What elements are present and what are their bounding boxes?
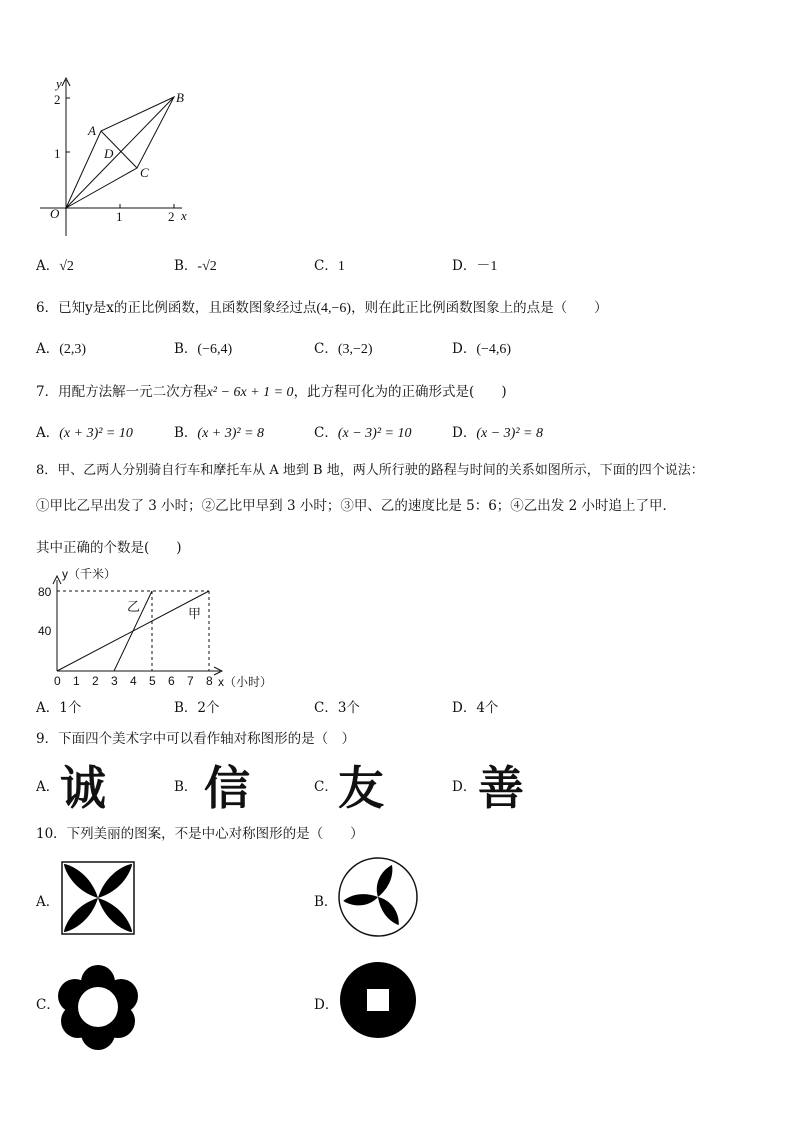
q7-stem-text-b: ，此方程可化为的正确形式是( ): [293, 384, 507, 400]
q9-option-b-char[interactable]: 信: [204, 761, 250, 815]
q7-stem-text-a: 7．用配方法解一元二次方程: [36, 384, 207, 400]
point-A-label: A: [88, 123, 96, 138]
q8-option-d-value: 4个: [476, 700, 499, 716]
series-label-jia: 甲: [188, 607, 202, 622]
q5-option-c-value: 1: [337, 259, 345, 274]
q6-option-a-value: (2,3): [59, 342, 87, 357]
q6-option-b-label: B．: [174, 341, 198, 357]
q9-stem: 9．下面四个美术字中可以看作轴对称图形的是（ ）: [36, 731, 356, 747]
q8-statements: ①甲比乙早出发了 3 小时；②乙比甲早到 3 小时；③甲、乙的速度比是 5：6；④乙出发 2 小时追上了甲．: [36, 498, 676, 514]
x-axis-label: x: [181, 208, 187, 223]
q8-option-a-value: 1个: [59, 700, 82, 716]
q5-option-a-value: √2: [59, 259, 74, 274]
q9-option-c-char[interactable]: 友: [338, 761, 384, 815]
q8-option-b-value: 2个: [197, 700, 220, 716]
point-D-label: D: [104, 146, 114, 161]
q6-stem-point: (4,−6): [316, 301, 352, 316]
chart-x-tick-8: 8: [206, 674, 213, 688]
q7-option-c-label: C．: [314, 425, 338, 441]
q8-option-a-label: A．: [36, 700, 60, 716]
point-B-label: B: [176, 90, 184, 105]
q9-option-a-label[interactable]: A．: [36, 779, 60, 795]
point-C-label: C: [140, 165, 149, 180]
chart-x-tick-2: 2: [92, 674, 99, 688]
q5-option-d-label: D．: [452, 258, 477, 274]
q7-option-d-label: D．: [452, 425, 477, 441]
q7-option-c-value: (x − 3)² = 10: [337, 426, 412, 441]
q7-option-b-value: (x + 3)² = 8: [197, 426, 265, 441]
q5-option-c-label: C．: [314, 258, 338, 274]
q8-option-d-label: D．: [452, 700, 477, 716]
q5-option-a-label: A．: [36, 258, 60, 274]
chart-x-axis-label: x（小时）: [218, 675, 273, 689]
chart-x-tick-0: 0: [54, 674, 61, 688]
chart-x-tick-1: 1: [73, 674, 80, 688]
q8-stem: 8．甲、乙两人分别骑自行车和摩托车从 A 地到 B 地，两人所行驶的路程与时间的关系如图所示，下面的四个说法：: [36, 463, 704, 478]
chart-y-tick-80: 80: [38, 585, 52, 599]
q8-option-c-label: C．: [314, 700, 338, 716]
q10-option-a-label[interactable]: A．: [36, 894, 60, 910]
q6-option-c-value: (3,−2): [337, 342, 373, 357]
chart-x-tick-3: 3: [111, 674, 118, 688]
tick-y-2: 2: [54, 92, 61, 107]
q7-option-a-label: A．: [36, 425, 60, 441]
q10-option-c-label[interactable]: C．: [36, 997, 60, 1013]
q10-option-b-label[interactable]: B．: [314, 894, 338, 910]
q6-stem-text-b: ，则在此正比例函数图象上的点是（ ）: [351, 300, 608, 316]
y-axis-label: y: [56, 76, 62, 91]
tick-x-2: 2: [168, 209, 175, 224]
q7-option-b-label: B．: [174, 425, 198, 441]
chart-x-tick-7: 7: [187, 674, 194, 688]
q6-stem-text-a: 6．已知y是x的正比例函数，且函数图象经过点: [36, 300, 317, 316]
tick-y-1: 1: [54, 146, 61, 161]
q10-option-d-label[interactable]: D．: [314, 997, 339, 1013]
q8-option-c-value: 3个: [337, 700, 360, 716]
q5-option-b-label: B．: [174, 258, 198, 274]
q6-option-a-label: A．: [36, 341, 60, 357]
q9-option-c-label[interactable]: C．: [314, 779, 338, 795]
q6-option-d-value: (−4,6): [476, 342, 512, 357]
chart-y-tick-40: 40: [38, 624, 52, 638]
tick-x-1: 1: [116, 209, 123, 224]
q9-option-a-char[interactable]: 诚: [60, 761, 106, 815]
q6-option-b-value: (−6,4): [197, 342, 233, 357]
q8-question: 其中正确的个数是( ): [36, 540, 182, 556]
q9-option-b-label[interactable]: B．: [174, 779, 198, 795]
q7-option-d-value: (x − 3)² = 8: [476, 426, 543, 441]
chart-x-tick-5: 5: [149, 674, 156, 688]
series-label-yi: 乙: [127, 600, 141, 615]
q10-stem: 10．下列美丽的图案，不是中心对称图形的是（ ）: [36, 826, 364, 842]
q9-option-d-char[interactable]: 善: [478, 761, 524, 815]
origin-label: O: [50, 206, 60, 221]
q6-option-d-label: D．: [452, 341, 477, 357]
q9-option-d-label[interactable]: D．: [452, 779, 477, 795]
q6-option-c-label: C．: [314, 341, 338, 357]
q8-option-b-label: B．: [174, 700, 198, 716]
q5-option-d-value: －1: [476, 259, 498, 274]
q7-option-a-value: (x + 3)² = 10: [59, 426, 133, 441]
chart-y-axis-label: y（千米）: [62, 567, 117, 581]
q5-option-b-value: -√2: [197, 259, 217, 274]
chart-x-tick-4: 4: [130, 674, 137, 688]
chart-x-tick-6: 6: [168, 674, 175, 688]
q7-equation: x² − 6x + 1 = 0: [206, 385, 294, 400]
